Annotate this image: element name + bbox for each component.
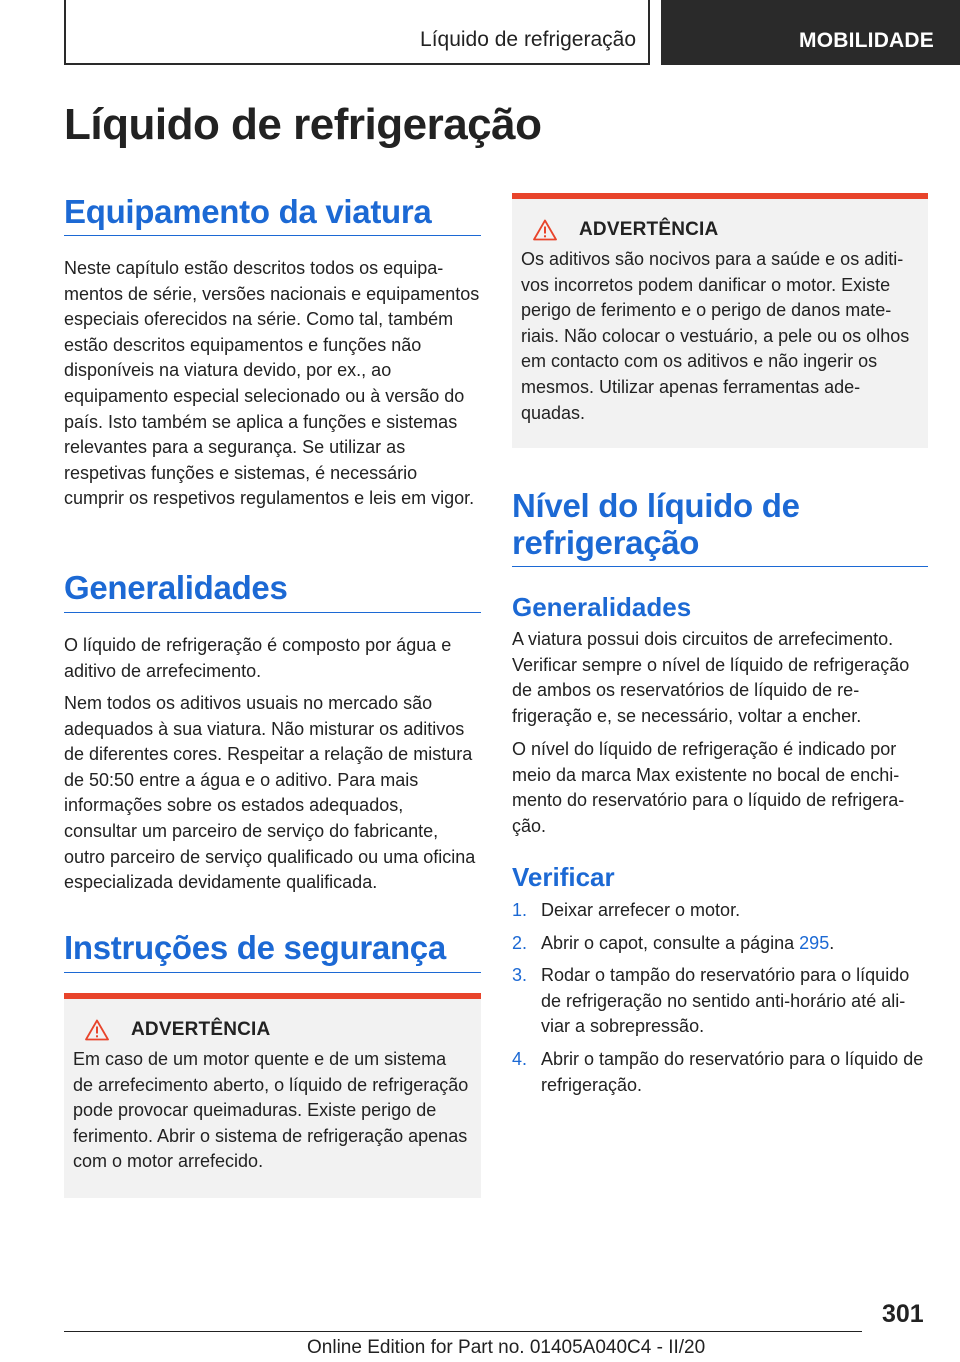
section-rule [64,972,481,973]
header-section-title: Líquido de refrigeração [420,28,636,51]
step-number: 3. [512,965,528,986]
section-title-safety: Instruções de segurança [64,929,446,966]
page-header [64,0,960,65]
step-text-end: . [829,932,835,953]
step-text: Rodar o tampão do reservatório para o líquido de refrigeração no sentido anti-horário até aliviar a sobrepressão. [541,965,910,1037]
general-paragraph-2: Nem todos os aditivos usuais no mercado são adequados à sua viatura. Não misturar os aditivos de diferentes cores. Respeitar a relação de mistura de 50:50 entre a água e o aditivo. Para mais informações sobre os estados adequados, consultar um parceiro de serviço do fabricante, outro parceiro de serviço qualificado ou uma oficina especializada devidamente qualificada. [64,693,476,893]
coolant-general-paragraph-1: A viatura possui dois circuitos de arrefecimento. Verificar sempre o nível de líquido de refrigeração de ambos os reservatórios de líquido de refrigeração e, se necessário, voltar a encher. [512,629,910,726]
list-item [512,963,928,1040]
warning-triangle-icon [85,1019,109,1041]
page-reference-link[interactable]: 295 [799,932,830,953]
header-chapter-tab [661,0,960,65]
footer-edition: Online Edition for Part no. 01405A040C4 - II/20 [307,1337,706,1358]
list-item [512,1047,928,1098]
warning-box [512,193,928,448]
general-paragraph-1: O líquido de refrigeração é composto por água e aditivo de arrefecimento. [64,635,452,681]
step-text: Abrir o tampão do reservatório para o líquido de refrigeração. [541,1048,924,1095]
warning-title: ADVERTÊNCIA [131,1019,271,1040]
list-item [512,898,928,924]
coolant-general-paragraph-2: O nível do líquido de refrigeração é indicado por meio da marca Max existente no bocal de enchimento do reservatório para o líquido de refrigeração. [512,739,905,836]
warning-header [533,219,918,241]
footer-rule [64,1331,862,1332]
section-title-general: Generalidades [64,569,288,606]
header-chapter-title: MOBILIDADE [799,29,934,52]
warning-header [85,1019,471,1041]
section-rule [64,612,481,613]
step-number: 1. [512,900,528,920]
section-title-equipment: Equipamento da viatura [64,193,432,230]
step-number: 4. [512,1048,528,1069]
check-steps-list [512,898,928,1105]
subsection-title-general: Generalidades [512,592,692,622]
warning-box [64,993,481,1198]
page-title: Líquido de refrigeração [64,100,542,149]
page-number: 301 [882,1300,924,1328]
list-item [512,931,928,957]
warning-triangle-icon [533,219,557,241]
subsection-title-check: Verificar [512,862,615,892]
step-number: 2. [512,932,528,953]
step-text: Abrir o capot, consulte a página [541,932,800,953]
header-section-tab [64,0,650,65]
equipment-paragraph: Neste capítulo estão descritos todos os equipamentos de série, versões nacionais e equipamentos especiais oferecidos na série. Como tal, também estão descritos equipamentos e funções não disponíveis na viatura devido, por ex., ao equipamento especial selecionado ou à versão do país. Isto também se aplica a funções e sistemas relevantes para a segurança. Se utilizar as respetivas funções e sistemas, é necessário cumprir os respetivos regulamentos e leis em vigor. [64,258,480,509]
section-rule [64,235,481,236]
section-title-coolant-level: Nível do líquido de refrigeração [512,487,800,561]
section-rule [512,566,928,567]
step-text: Deixar arrefecer o motor. [541,900,741,920]
warning-text: Os aditivos são nocivos para a saúde e os aditivos incorretos podem danificar o motor. Existe perigo de ferimento e o perigo de danos materiais. Não colocar o vestuário, a pele ou os olhos em contacto com os aditivos e não ingerir os mesmos. Utilizar apenas ferramentas adequadas. [521,249,910,423]
warning-text: Em caso de um motor quente e de um sistema de arrefecimento aberto, o líquido de refrigeração pode provocar queimaduras. Existe perigo de ferimento. Abrir o sistema de refrigeração apenas com o motor arrefecido. [73,1049,469,1172]
warning-title: ADVERTÊNCIA [579,219,719,240]
